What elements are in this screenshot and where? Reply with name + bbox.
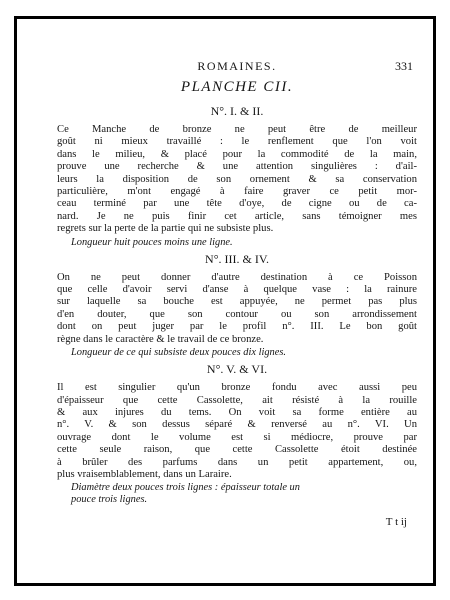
text-line: que celle d'avoir servi d'anse à quelque vase : la rainure — [57, 284, 417, 296]
text-line: d'épaisseur que cette Cassolette, ait résisté à la rouille — [57, 394, 417, 406]
paragraph — [57, 272, 417, 346]
dimension-caption — [57, 482, 417, 506]
section-heading: N°. V. & VI. — [206, 362, 268, 377]
paragraph — [57, 124, 417, 236]
plate-title: PLANCHE CII. — [180, 79, 294, 95]
document-page — [57, 59, 417, 528]
text-line: goût ni mieux travaillé : le renflement que l'on voit — [57, 136, 417, 148]
text-line: leurs la disposition de son ornement & sa conservation — [57, 173, 417, 185]
text-line: particulière, m'ont engagé à faire graver ce petit mor- — [57, 186, 417, 198]
section — [57, 104, 417, 249]
text-line: On ne peut donner d'autre destination à ce Poisson — [57, 271, 417, 283]
section-heading: N°. I. & II. — [210, 104, 264, 118]
text-line: ceau terminé par une tête d'oye, de cigne ou de ca- — [57, 198, 417, 210]
text-line: nard. Je ne puis finir cet article, sans témoigner mes — [57, 210, 417, 222]
section-heading: N°. III. & IV. — [205, 251, 269, 266]
text-line: cette seule raison, que cette Cassolette étoit destinée — [57, 444, 417, 456]
section — [57, 252, 417, 359]
caption-line: Diamètre deux pouces trois lignes : épaisseur totale un — [71, 482, 300, 494]
dimension-caption — [57, 237, 417, 249]
text-line: à brûler des parfums dans un petit appartement, ou, — [57, 456, 417, 468]
caption-line: Longueur huit pouces moins une ligne. — [71, 236, 233, 248]
text-line: & aux injures du tems. On voit sa forme entière au — [57, 406, 417, 418]
running-title: ROMAINES. — [197, 59, 277, 73]
caption-line: pouce trois lignes. — [71, 494, 148, 506]
paragraph — [57, 382, 417, 481]
text-line: ouvrage dont le volume est si médiocre, prouve par — [57, 431, 417, 443]
signature-mark: T t ij — [385, 516, 407, 529]
text-line: plus vraisemblablement, dans un Laraire. — [57, 468, 232, 480]
text-line: dans le milieu, & placé pour la commodité de la main, — [57, 148, 417, 160]
text-line: Ce Manche de bronze ne peut être de meilleur — [57, 124, 417, 135]
text-line: sur laquelle sa bouche est appuyée, ne permet pas plus — [57, 296, 417, 308]
page-frame — [14, 16, 436, 586]
page-number: 331 — [395, 59, 413, 73]
caption-line: Longueur de ce qui subsiste deux pouces dix lignes. — [71, 347, 286, 359]
sections — [57, 104, 417, 506]
section — [57, 362, 417, 506]
running-header — [57, 59, 417, 79]
text-line: n°. V. & son dessus séparé & renversé au n°. VI. Un — [57, 419, 417, 431]
dimension-caption — [57, 347, 417, 359]
text-line: règne dans le caractère & le travail de ce bronze. — [57, 333, 264, 345]
text-line: dont on peut juger par le profil n°. III. Le bon goût — [57, 321, 417, 333]
text-line: d'en douter, que son contour ou son arrondissement — [57, 308, 417, 320]
text-line: Il est singulier qu'un bronze fondu avec aussi peu — [57, 382, 417, 394]
text-line: regrets sur la perte de la partie qui ne subsiste plus. — [57, 223, 274, 235]
text-line: prouve une recherche & une attention singulières : d'ail- — [57, 161, 417, 173]
